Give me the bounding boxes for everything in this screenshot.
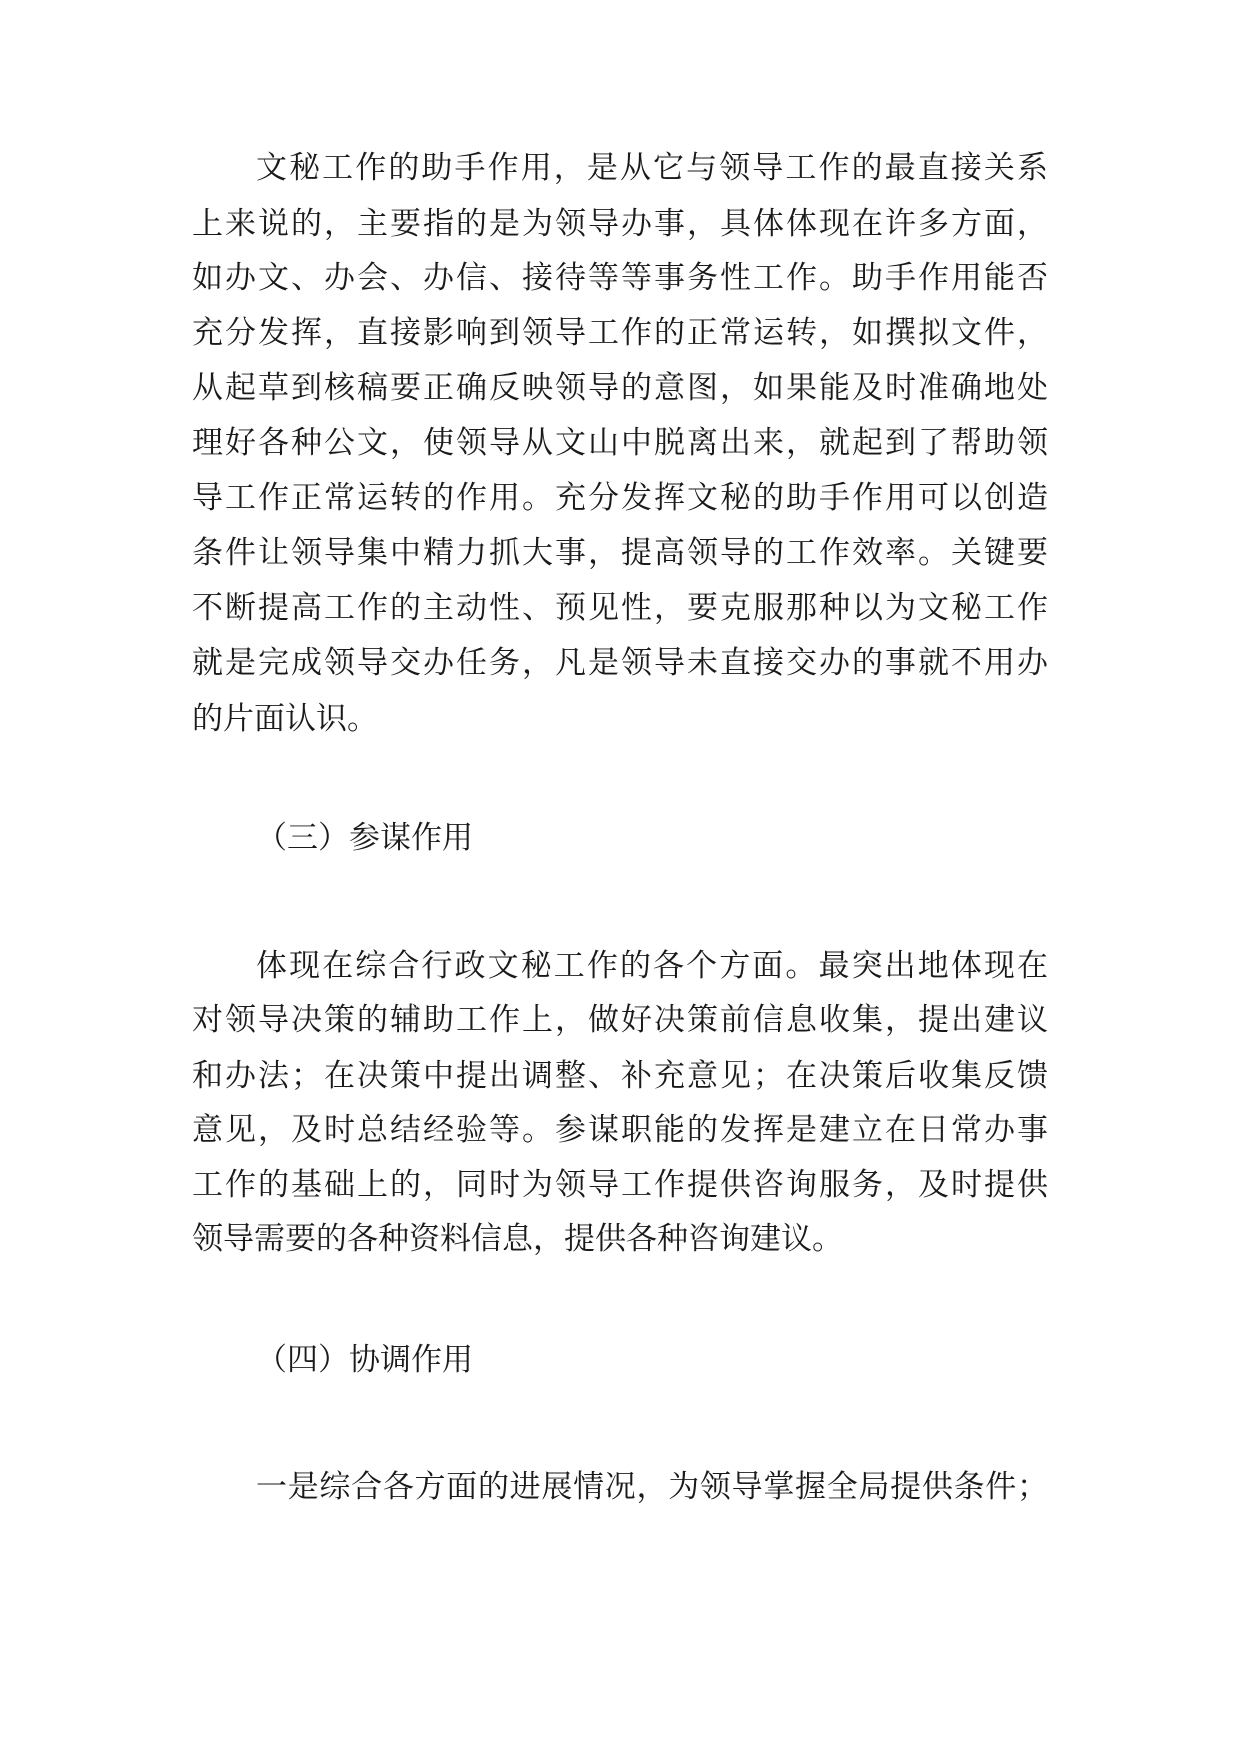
paragraph-1-line-1: 文秘工作的助手作用，是从它与领导工作的最直接关系: [256, 150, 1048, 186]
paragraph-2-line-3: 和办法；在决策中提出调整、补充意见；在决策后收集反馈: [192, 1058, 1048, 1094]
paragraph-1-line-6: 理好各种公文，使领导从文山中脱离出来，就起到了帮助领: [192, 425, 1048, 461]
paragraph-2-line-5: 工作的基础上的，同时为领导工作提供咨询服务，及时提供: [192, 1167, 1048, 1203]
section-heading-4: （四）协调作用: [256, 1342, 473, 1378]
paragraph-2-line-1: 体现在综合行政文秘工作的各个方面。最突出地体现在: [256, 948, 1048, 984]
paragraph-1-line-5: 从起草到核稿要正确反映领导的意图，如果能及时准确地处: [192, 370, 1048, 406]
paragraph-1-line-11: 的片面认识。: [192, 701, 378, 737]
paragraph-1-line-10: 就是完成领导交办任务，凡是领导未直接交办的事就不用办: [192, 645, 1048, 681]
paragraph-1-line-8: 条件让领导集中精力抓大事，提高领导的工作效率。关键要: [192, 535, 1048, 571]
paragraph-1-line-4: 充分发挥，直接影响到领导工作的正常运转，如撰拟文件，: [192, 315, 1048, 351]
paragraph-1-line-7: 导工作正常运转的作用。充分发挥文秘的助手作用可以创造: [192, 480, 1048, 516]
paragraph-1-line-2: 上来说的，主要指的是为领导办事，具体体现在许多方面，: [192, 206, 1048, 242]
paragraph-2-line-6: 领导需要的各种资料信息，提供各种咨询建议。: [192, 1221, 843, 1257]
paragraph-1-line-3: 如办文、办会、办信、接待等等事务性工作。助手作用能否: [192, 260, 1048, 296]
paragraph-2-line-2: 对领导决策的辅助工作上，做好决策前信息收集，提出建议: [192, 1002, 1048, 1038]
paragraph-3-line-1: 一是综合各方面的进展情况，为领导掌握全局提供条件；: [256, 1469, 1048, 1505]
paragraph-2-line-4: 意见，及时总结经验等。参谋职能的发挥是建立在日常办事: [192, 1112, 1048, 1148]
section-heading-3: （三）参谋作用: [256, 820, 473, 856]
paragraph-1-line-9: 不断提高工作的主动性、预见性，要克服那种以为文秘工作: [192, 590, 1048, 626]
